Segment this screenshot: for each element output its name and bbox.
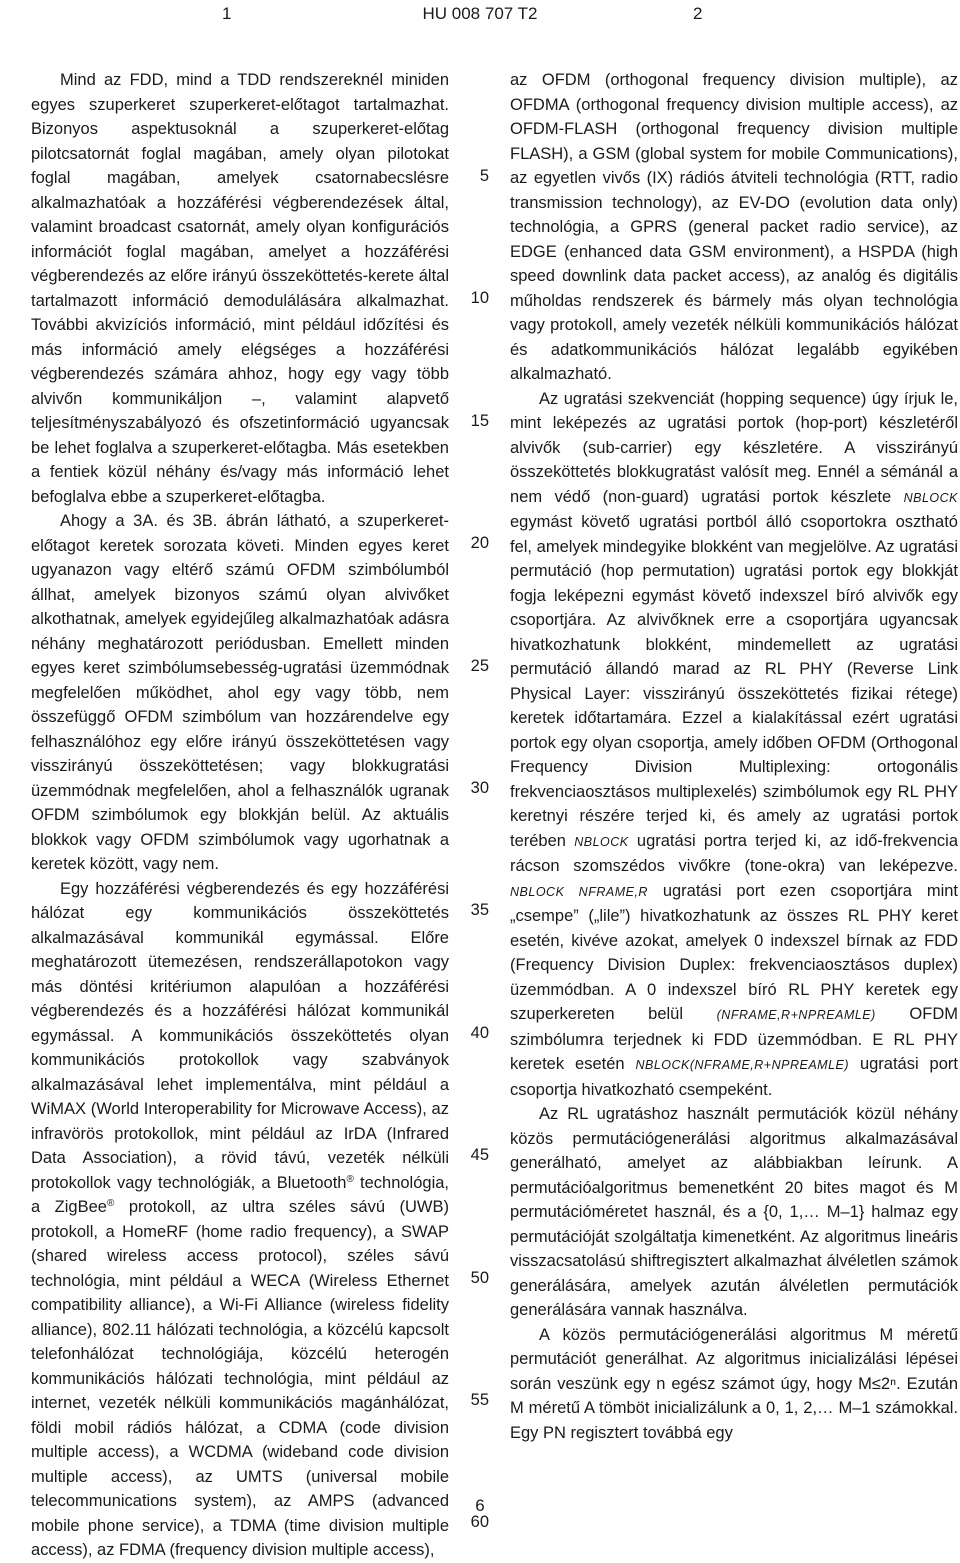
line-number: 45 bbox=[470, 1146, 489, 1164]
registered-mark: ® bbox=[106, 1198, 115, 1209]
math-symbol: NBLOCK(NFRAME,R+NPREAMLE) bbox=[635, 1058, 850, 1072]
math-symbol: NBLOCK NFRAME,R bbox=[510, 884, 648, 899]
footer-page-number: 6 bbox=[475, 1496, 485, 1515]
right-column bbox=[510, 68, 958, 1445]
text-run: protokoll, az ultra széles sávú (UWB) protokoll, a HomeRF (home radio frequency), a SWAP (shared wireless access protocol), széles sávú technológia, mint például a WECA (Wireless Ethernet compatibility alliance), a Wi-Fi Alliance (wireless fidelity alliance), 802.11 hálózati technológia, a közcélú kapcsolt telefonhálózat technológiája, közcélú heterogén kommunikációs hálózati technológia, mint például az internet, vezeték nélküli kommunikációs magánhálózat, földi mobil rádiós hálózat, a CDMA (code division multiple access), a WCDMA (wideband code division multiple access), az UMTS (universal mobile telecommunications system), az AMPS (advanced mobile phone service), a TDMA (time division multiple access), az FDMA (frequency division multiple access), bbox=[31, 1198, 449, 1559]
math-symbol: NBLOCK bbox=[574, 834, 629, 849]
text-run: ugratási port ezen csoportjára mint „csempe” („lile”) hivatkozhatunk az összes RL PHY keret esetén, kivéve azokat, amelyek 0 indexszel bírnak az FDD (Frequency Division Duplex: frekvenciaosztásos duplex) üzemmódban. A 0 indexszel bíró RL PHY keretek egy szuperkereten belül bbox=[510, 881, 958, 1023]
header-page-number-right: 2 bbox=[693, 4, 703, 23]
paragraph bbox=[31, 877, 449, 1563]
paragraph: Az RL ugratáshoz használt permutációk közül néhány közös permutációgenerálási algoritmus alkalmazásával generálható, amelyet az alábbiakban leírunk. A permutációalgoritmus bemenetként 20 bites magot és M permutációméretet használ, és a {0, 1,… M–1} halmaz egy permutációját szolgáltatja kimenetként. Az algoritmus lineáris visszacsatolású shiftregisztert alkalmazhat álvéletlen számok generálására, amelyek azután álvéletlen permutációk generálására vannak használva. bbox=[510, 1105, 958, 1319]
text-run: technológia, a ZigBee bbox=[31, 1173, 449, 1216]
text-run: OFDM szimbólumra terjednek ki FDD üzemmódban. E RL PHY keretek esetén bbox=[510, 1005, 958, 1073]
line-number: 5 bbox=[479, 167, 489, 185]
math-symbol: (NFRAME,R+NPREAMLE) bbox=[716, 1008, 876, 1022]
text-run: ugratási port csoportja hivatkozható csempeként. bbox=[510, 1055, 958, 1099]
math-symbol: NBLOCK bbox=[903, 490, 958, 505]
paragraph bbox=[510, 387, 958, 1103]
text-run: Az ugratási szekvenciát (hopping sequence) úgy írjuk le, mint leképezés az ugratási portok (hop-port) készletéről alvivők (sub-carrier) egy készletére. A visszirányú összeköttetés blokkugratást valósít meg. Ennél a sémánál a nem védő (non-guard) ugratási portok készlete bbox=[510, 389, 958, 506]
paragraph: Ahogy a 3A. és 3B. ábrán látható, a szuperkeret-előtagot keretek sorozata követi. Minden egyes keret ugyanazon vagy eltérő számú OFDM szimbólumból állhat, amelyek bizonyos számú olyan alvivőket alkothatnak, amelyek egyidejűleg alkalmazhatóak adásra néhány meghatározott periódusban. Emellett minden egyes keret szimbólumsebesség-ugratási üzemmódnak megfelelően működhet, ahol egy vagy több, nem összefüggő OFDM szimbólum van hozzárendelve egy felhasználóhoz egy előre irányú összeköttetésen vagy visszirányú összeköttetésen; vagy blokkugratási üzemmódnak megfelelően, ahol a felhasználók ugranak OFDM szimbólumok egy blokkján belül. Az aktuális blokkok vagy OFDM szimbólumok vagy ugorhatnak a keretek között, vagy nem. bbox=[31, 512, 449, 873]
line-number: 40 bbox=[470, 1024, 489, 1042]
line-number: 35 bbox=[470, 901, 489, 919]
line-number: 15 bbox=[470, 412, 489, 430]
paragraph: az OFDM (orthogonal frequency division multiple), az OFDMA (orthogonal frequency division multiple access), az OFDM-FLASH (orthogonal frequency division multiple FLASH), a GSM (global system for mobile Communications), az egyetlen vivős (IX) rádiós átviteli technológia (RTT, radio transmission technology), az EV-DO (evolution data only) technológia, a GPRS (general packet radio service), az EDGE (enhanced data GSM environment), a HSPDA (high speed downlink data packet access), az analóg és digitális műholdas rendszerek és bármely más olyan technológia vagy protokoll, amely vezeték nélküli kommunikációs hálózat és adatkommunikációs hálózat legalább egyikében alkalmazható. bbox=[510, 71, 958, 383]
line-number: 50 bbox=[470, 1269, 489, 1287]
text-run: egymást követő ugratási portból álló csoportokra osztható fel, amelyek mindegyike blokként van megjelölve. Az ugratási permutáció (hop permutation) ugratási portok egy blokkját fogja leképezni egymást követő indexszel bíró alvivők egy csoportjára. Az alvivőknek erre a csoportjára ugyancsak hivatkozhatunk blokként, mindemellett az ugratási permutáció állandó marad az RL PHY (Reverse Link Physical Layer: visszirányú összeköttetés fizikai rétege) keretek időtartamára. Ezzel a kialakítással ezért ugratási portok egy olyan csoportja, amely időben OFDM (Orthogonal Frequency Division Multiplexing: ortogonális frekvenciaosztásos multiplexelés) szimbólumok egy RL PHY keretnyi részére terjed ki, és amely az ugratási portok terében bbox=[510, 513, 958, 850]
line-number: 10 bbox=[470, 289, 489, 307]
line-number: 25 bbox=[470, 657, 489, 675]
line-number: 30 bbox=[470, 779, 489, 797]
paragraph: Mind az FDD, mind a TDD rendszereknél miniden egyes szuperkeret szuperkeret-előtagot tartalmazhat. Bizonyos aspektusoknál a szuperkeret-előtag pilotcsatornát foglal magában, amely olyan pilotokat foglal magában, amelyek csatornabecslésre alkalmazhatóak a hozzáférési végberendezések által, valamint broadcast csatornát, amely olyan konfigurációs információt foglal magában, amelyet a hozzáférési végberendezés az előre irányú összeköttetés-kerete által tartalmazott információ demodulálására alkalmazhat. További akvizíciós információ, mint például időzítési és más információ amely elégséges a hozzáférési végberendezés számára ahhoz, hogy egy vagy több alvivőn kommunikáljon –, valamint alapvető teljesítményszabályozó és ofszetinformáció ugyancsak be lehet foglalva a szuperkeret-előtagba. Más esetekben a fentiek közül néhány és/vagy más információ lehet befoglalva ebbe a szuperkeret-előtagba. bbox=[31, 71, 449, 506]
header-page-number-left: 1 bbox=[222, 4, 232, 23]
registered-mark: ® bbox=[346, 1173, 354, 1185]
header-patent-number: HU 008 707 T2 bbox=[422, 4, 538, 23]
line-number: 60 bbox=[470, 1513, 489, 1531]
text-run: Egy hozzáférési végberendezés és egy hozzáférési hálózat egy kommunikációs összeköttetés alkalmazásával kommunikál egymással. Előre meghatározott ütemezésen, rendszerállapotokon vagy más döntési kritériumon alapulóan a hozzáférési végberendezés és a hozzáférési hálózat kommunikál egymással. A kommunikációs összeköttetés olyan kommunikációs protokollok vagy szabványok alkalmazásával lehet implementálva, mint például a WiMAX (World Interoperability for Microwave Access), az infravörös protokollok, mint például az IrDA (Infrared Data Association), a rövid távú, vezeték nélküli protokollok vagy technológiák, a Bluetooth bbox=[31, 879, 449, 1192]
line-number: 20 bbox=[470, 534, 489, 552]
line-number: 55 bbox=[470, 1391, 489, 1409]
paragraph: A közös permutációgenerálási algoritmus M méretű permutációt generálhat. Az algoritmus inicializálási lépései során veszünk egy n egész számot úgy, hogy M≤2ⁿ. Ezután M méretű A tömböt inicializálunk a 0, 1, 2,… M–1 számokkal. Egy PN regisztert továbbá egy bbox=[510, 1325, 958, 1442]
text-run: ugratási portra terjed ki, az idő-frekvencia rácson szomszédos vivőkre (tone-okra) van leképezve. bbox=[510, 831, 958, 875]
